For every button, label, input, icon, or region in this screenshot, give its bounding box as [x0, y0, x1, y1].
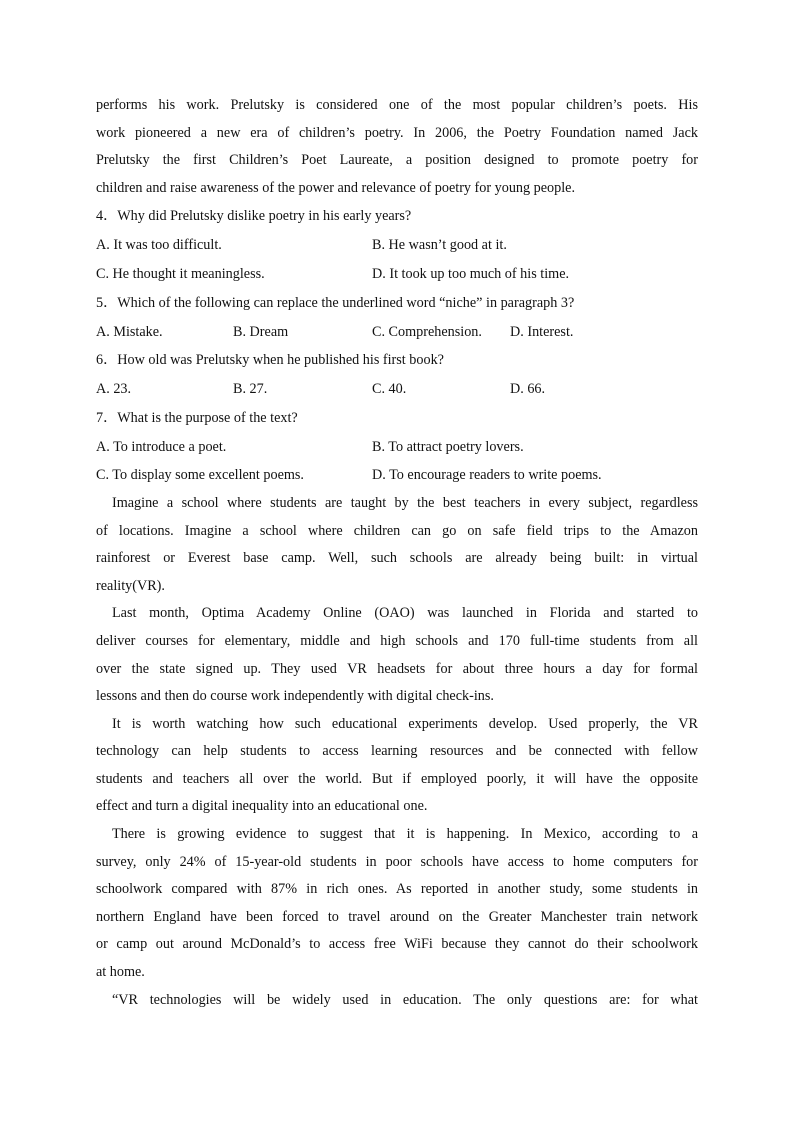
text-line: or camp out around McDonald’s to access free WiFi because they cannot do their schoolwork	[96, 936, 698, 953]
text-line: effect and turn a digital inequality into an educational one.	[96, 798, 428, 815]
question-7	[96, 404, 698, 490]
text-line: performs his work. Prelutsky is considered one of the most popular children’s poets. His	[96, 97, 698, 113]
text-line: It is worth watching how such educational experiments develop. Used properly, the VR	[112, 715, 698, 732]
text-line: There is growing evidence to suggest that it is happening. In Mexico, according to a	[112, 826, 698, 843]
option-b: B. To attract poetry lovers.	[372, 438, 524, 455]
option-a: A. 23.	[96, 381, 132, 398]
option-c: C. 40.	[372, 381, 407, 398]
question-stem: 6．How old was Prelutsky when he published his first book?	[96, 352, 444, 369]
passage-b	[96, 490, 698, 1014]
text-line: “VR technologies will be widely used in education. The only questions are: for what	[112, 991, 698, 1008]
paragraph	[96, 711, 698, 821]
option-c: C. To display some excellent poems.	[96, 467, 304, 484]
text-line: work pioneered a new era of children’s poetry. In 2006, the Poetry Foundation named Jack	[96, 124, 698, 141]
text-line: northern England have been forced to travel around on the Greater Manchester train network	[96, 908, 698, 925]
text-line: Prelutsky the first Children’s Poet Laureate, a position designed to promote poetry for	[96, 152, 698, 169]
option-row	[96, 318, 698, 347]
paragraph	[96, 490, 698, 600]
text-line: at home.	[96, 964, 145, 981]
option-d: D. Interest.	[510, 323, 574, 340]
question-stem: 7．What is the purpose of the text?	[96, 409, 298, 426]
option-b: B. He wasn’t good at it.	[372, 237, 507, 254]
text-line: schoolwork compared with 87% in rich ones. As reported in another study, some students in	[96, 881, 698, 898]
option-a: A. To introduce a poet.	[96, 438, 227, 455]
option-d: D. It took up too much of his time.	[372, 265, 570, 282]
passage-a-ending	[96, 92, 698, 202]
paragraph	[96, 600, 698, 710]
text-line: over the state signed up. They used VR headsets for about three hours a day for formal	[96, 660, 698, 677]
option-d: D. To encourage readers to write poems.	[372, 467, 602, 484]
text-line: students and teachers all over the world. But if employed poorly, it will have the opposite	[96, 770, 698, 787]
option-a: A. It was too difficult.	[96, 237, 222, 254]
document-page	[96, 92, 698, 1014]
question-stem: 4．Why did Prelutsky dislike poetry in his early years?	[96, 208, 412, 225]
option-b: B. 27.	[233, 381, 268, 398]
option-row	[96, 375, 698, 404]
option-b: B. Dream	[233, 323, 289, 340]
text-line: survey, only 24% of 15-year-old students in poor schools have access to home computers for	[96, 853, 698, 870]
paragraph	[96, 987, 698, 1015]
option-row	[96, 260, 698, 289]
option-row	[96, 433, 698, 462]
text-line: deliver courses for elementary, middle and high schools and 170 full-time students from all	[96, 632, 698, 649]
text-line: lessons and then do course work independently with digital check-ins.	[96, 688, 494, 705]
paragraph	[96, 821, 698, 987]
question-6	[96, 346, 698, 404]
option-c: C. He thought it meaningless.	[96, 265, 265, 282]
text-line: technology can help students to access learning resources and be connected with fellow	[96, 743, 698, 760]
option-c: C. Comprehension.	[372, 323, 482, 340]
question-stem: 5．Which of the following can replace the underlined word “niche” in paragraph 3?	[96, 294, 575, 311]
option-d: D. 66.	[510, 381, 546, 398]
option-row	[96, 461, 698, 490]
question-4	[96, 202, 698, 288]
option-a: A. Mistake.	[96, 323, 163, 340]
text-line: rainforest or Everest base camp. Well, such schools are already being built: in virtual	[96, 550, 698, 567]
text-line: children and raise awareness of the power and relevance of poetry for young people.	[96, 179, 576, 196]
text-line: Imagine a school where students are taught by the best teachers in every subject, regardless	[112, 494, 698, 511]
text-line: of locations. Imagine a school where children can go on safe field trips to the Amazon	[96, 522, 698, 539]
text-line: Last month, Optima Academy Online (OAO) was launched in Florida and started to	[112, 605, 698, 622]
question-5	[96, 289, 698, 347]
text-line: reality(VR).	[96, 577, 165, 594]
option-row	[96, 231, 698, 260]
